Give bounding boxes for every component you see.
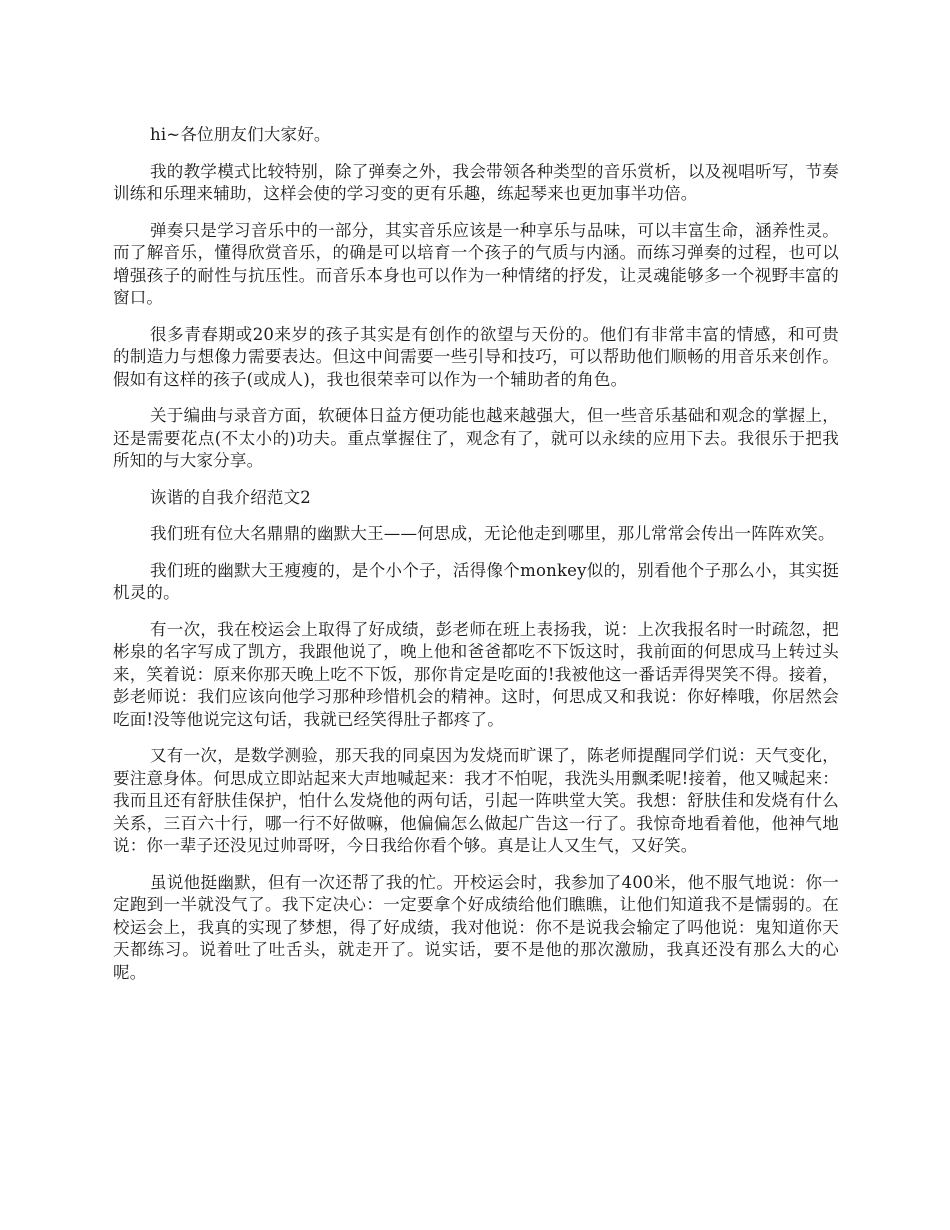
paragraph-greeting: hi~各位朋友们大家好。 [150,125,331,144]
document-body [113,124,839,998]
paragraph-story-one: 有一次，我在校运会上取得了好成绩，彭老师在班上表扬我，说：上次我报名时一时疏忽，把彬泉的名字写成了凯方，我跟他说了，晚上他和爸爸都吃不下饭这时，我前面的何思成马上转过头来，笑着说：原来你那天晚上吃不下饭，那你肯定是吃面的!我被他这一番话弄得哭笑不得。接着，彭老师说：我们应该向他学习那种珍惜机会的精神。这时，何思成又和我说：你好棒哦，你居然会吃面!没等他说完这句话，我就已经笑得肚子都疼了。 [113,619,839,729]
paragraph-music-value: 弹奏只是学习音乐中的一部分，其实音乐应该是一种享乐与品味，可以丰富生命，涵养性灵。而了解音乐，懂得欣赏音乐，的确是可以培育一个孩子的气质与内涵。而练习弹奏的过程，也可以增强孩子的耐性与抗压性。而音乐本身也可以作为一种情绪的抒发，让灵魂能够多一个视野丰富的窗口。 [113,220,839,307]
section-heading: 诙谐的自我介绍范文2 [150,487,311,507]
paragraph-creativity: 很多青春期或20来岁的孩子其实是有创作的欲望与天份的。他们有非常丰富的情感，和可贵的制造力与想像力需要表达。但这中间需要一些引导和技巧，可以帮助他们顺畅的用音乐来创作。假如有这样的孩子(或成人)，我也很荣幸可以作为一个辅助者的角色。 [113,324,839,389]
paragraph-teaching-mode: 我的教学模式比较特别，除了弹奏之外，我会带领各种类型的音乐赏析，以及视唱听写，节奏训练和乐理来辅助，这样会使的学习变的更有乐趣，练起琴来也更加事半功倍。 [113,161,839,203]
paragraph-story-three: 虽说他挺幽默，但有一次还帮了我的忙。开校运会时，我参加了400米，他不服气地说：你一定跑到一半就没气了。我下定决心：一定要拿个好成绩给他们瞧瞧，让他们知道我不是懦弱的。在校运会上，我真的实现了梦想，得了好成绩，我对他说：你不是说我会输定了吗他说：鬼知道你天天都练习。说着吐了吐舌头，就走开了。说实话，要不是他的那次激励，我真还没有那么大的心呢。 [113,872,839,982]
paragraph-appearance: 我们班的幽默大王瘦瘦的，是个小个子，活得像个monkey似的，别看他个子那么小，其实挺机灵的。 [113,560,839,602]
paragraph-story-two: 又有一次，是数学测验，那天我的同桌因为发烧而旷课了，陈老师提醒同学们说：天气变化，要注意身体。何思成立即站起来大声地喊起来：我才不怕呢，我洗头用飘柔呢!接着，他又喊起来：我而且还有舒肤佳保护，怕什么发烧他的两句话，引起一阵哄堂大笑。我想：舒肤佳和发烧有什么关系，三百六十行，哪一行不好做嘛，他偏偏怎么做起广告这一行了。我惊奇地看着他，他神气地说：你一辈子还没见过帅哥呀，今日我给你看个够。真是让人又生气，又好笑。 [113,746,839,855]
paragraph-arrangement: 关于编曲与录音方面，软硬体日益方便功能也越来越强大，但一些音乐基础和观念的掌握上，还是需要花点(不太小的)功夫。重点掌握住了，观念有了，就可以永续的应用下去。我很乐于把我所知的与大家分享。 [113,406,839,470]
paragraph-humor-king: 我们班有位大名鼎鼎的幽默大王——何思成，无论他走到哪里，那儿常常会传出一阵阵欢笑。 [150,524,835,543]
